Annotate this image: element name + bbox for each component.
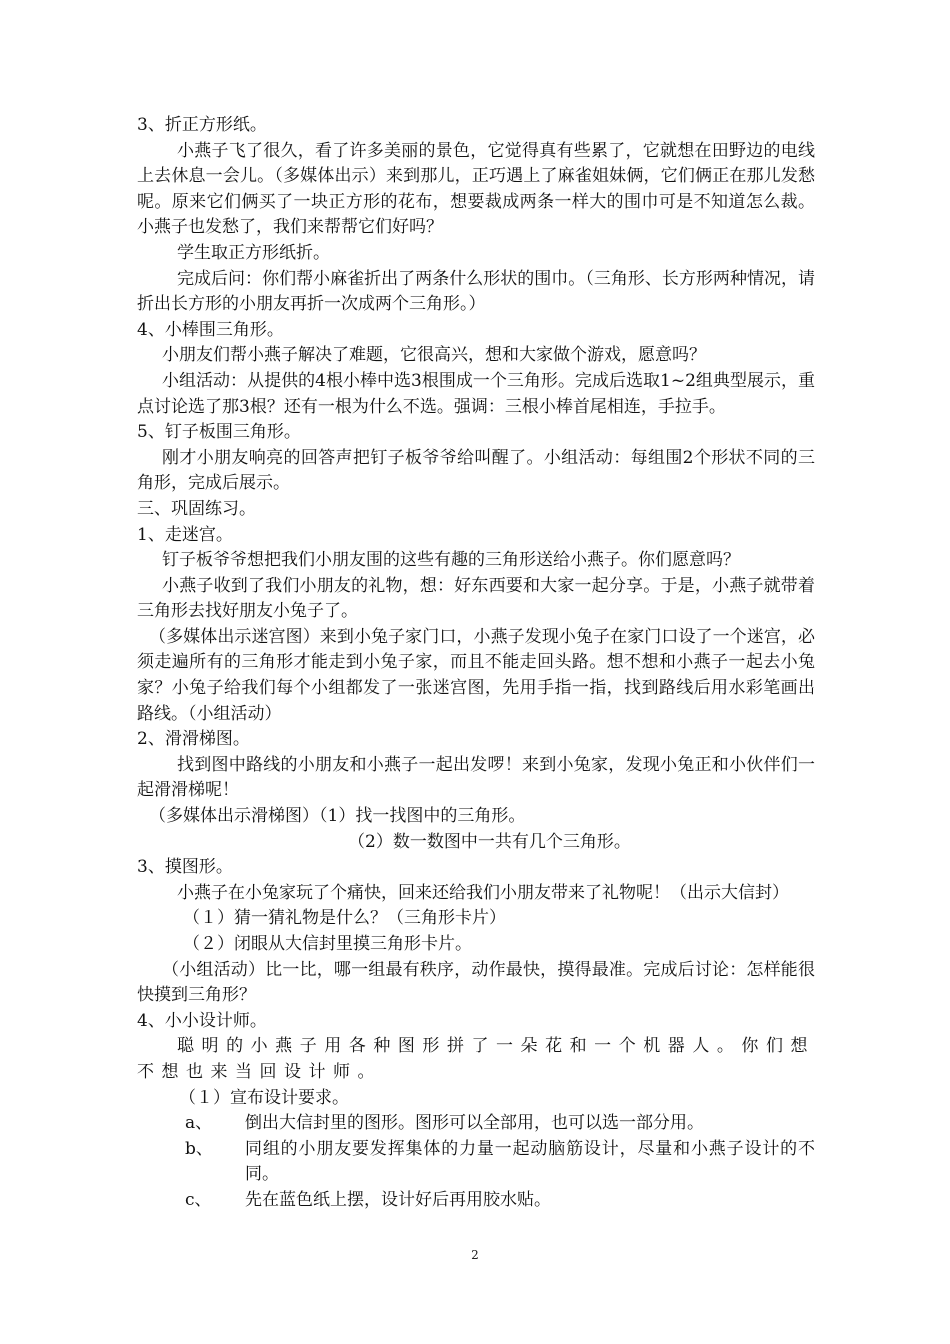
paragraph: 小朋友们帮小燕子解决了难题，它很高兴，想和大家做个游戏，愿意吗？ <box>162 345 706 366</box>
list-item <box>137 1137 815 1188</box>
paragraph: 钉子板爷爷想把我们小朋友围的这些有趣的三角形送给小燕子。你们愿意吗？ <box>162 550 740 571</box>
paragraph: 小燕子在小兔家玩了个痛快，回来还给我们小朋友带来了礼物呢！（出示大信封） <box>177 882 789 903</box>
list-marker: b、 <box>185 1138 213 1159</box>
list-item <box>137 1111 815 1137</box>
section-heading-practice: 三、巩固练习。 <box>137 498 256 519</box>
paragraph: 小组活动：从提供的4根小棒中选3根围成一个三角形。完成后选取1~2组典型展示，重点讨论选了那3根？还有一根为什么不选。强调：三根小棒首尾相连，手拉手。 <box>137 370 815 417</box>
paragraph: （１）宣布设计要求。 <box>179 1087 349 1108</box>
heading-maze: 1、走迷宫。 <box>137 524 233 545</box>
heading-little-designer: 4、小小设计师。 <box>137 1010 267 1031</box>
paragraph: 找到图中路线的小朋友和小燕子一起出发啰！来到小兔家，发现小兔正和小伙伴们一起滑滑梯呢！ <box>137 754 815 801</box>
paragraph: 小燕子飞了很久，看了许多美丽的景色，它觉得真有些累了，它就想在田野边的电线上去休息一会儿。（多媒体出示）来到那儿，正巧遇上了麻雀姐妹俩，它们俩正在那儿发愁呢。原来它们俩买了一块正方形的花布，想要裁成两条一样大的围巾可是不知道怎么裁。小燕子也发愁了，我们来帮帮它们好吗？ <box>137 140 815 238</box>
paragraph: 聪明的小燕子用各种图形拼了一朵花和一个机器人。你们想不想也来当回设计师。 <box>137 1036 815 1082</box>
paragraph: （小组活动）比一比，哪一组最有秩序，动作最快，摸得最准。完成后讨论：怎样能很快摸到三角形？ <box>137 959 815 1006</box>
paragraph: （2）数一数图中一共有几个三角形。 <box>348 831 631 852</box>
heading-nail-board: 5、钉子板围三角形。 <box>137 422 301 443</box>
paragraph: （１）猜一猜礼物是什么？（三角形卡片） <box>183 908 506 929</box>
list-marker: c、 <box>185 1189 212 1210</box>
list-text: 倒出大信封里的图形。图形可以全部用，也可以选一部分用。 <box>245 1113 704 1134</box>
list-text: 先在蓝色纸上摆，设计好后再用胶水贴。 <box>245 1189 551 1210</box>
list-marker: a、 <box>185 1113 213 1134</box>
paragraph: 完成后问：你们帮小麻雀折出了两条什么形状的围巾。（三角形、长方形两种情况，请折出长方形的小朋友再折一次成两个三角形。） <box>137 268 815 315</box>
paragraph: 学生取正方形纸折。 <box>177 242 330 263</box>
page-number: 2 <box>471 1248 479 1262</box>
heading-sticks-triangle: 4、小棒围三角形。 <box>137 319 284 340</box>
list-text: 同组的小朋友要发挥集体的力量一起动脑筋设计，尽量和小燕子设计的不同。 <box>245 1138 815 1185</box>
list-item <box>137 1188 815 1214</box>
paragraph: （多媒体出示滑梯图）（1）找一找图中的三角形。 <box>149 806 526 827</box>
paragraph: 刚才小朋友响亮的回答声把钉子板爷爷给叫醒了。小组活动：每组围2个形状不同的三角形，完成后展示。 <box>137 447 815 494</box>
heading-fold-square: 3、折正方形纸。 <box>137 115 267 135</box>
paragraph: （多媒体出示迷宫图）来到小兔子家门口，小燕子发现小兔子在家门口设了一个迷宫，必须走遍所有的三角形才能走到小兔子家，而且不能走回头路。想不想和小燕子一起去小兔家？小兔子给我们每个小组都发了一张迷宫图，先用手指一指，找到路线后用水彩笔画出路线。（小组活动） <box>137 626 815 724</box>
heading-touch-shapes: 3、摸图形。 <box>137 857 233 878</box>
paragraph: 小燕子收到了我们小朋友的礼物，想：好东西要和大家一起分享。于是，小燕子就带着三角形去找好朋友小兔子了。 <box>137 575 815 622</box>
document-body <box>137 113 815 1214</box>
paragraph: （２）闭眼从大信封里摸三角形卡片。 <box>183 934 472 954</box>
heading-slide: 2、滑滑梯图。 <box>137 729 250 750</box>
